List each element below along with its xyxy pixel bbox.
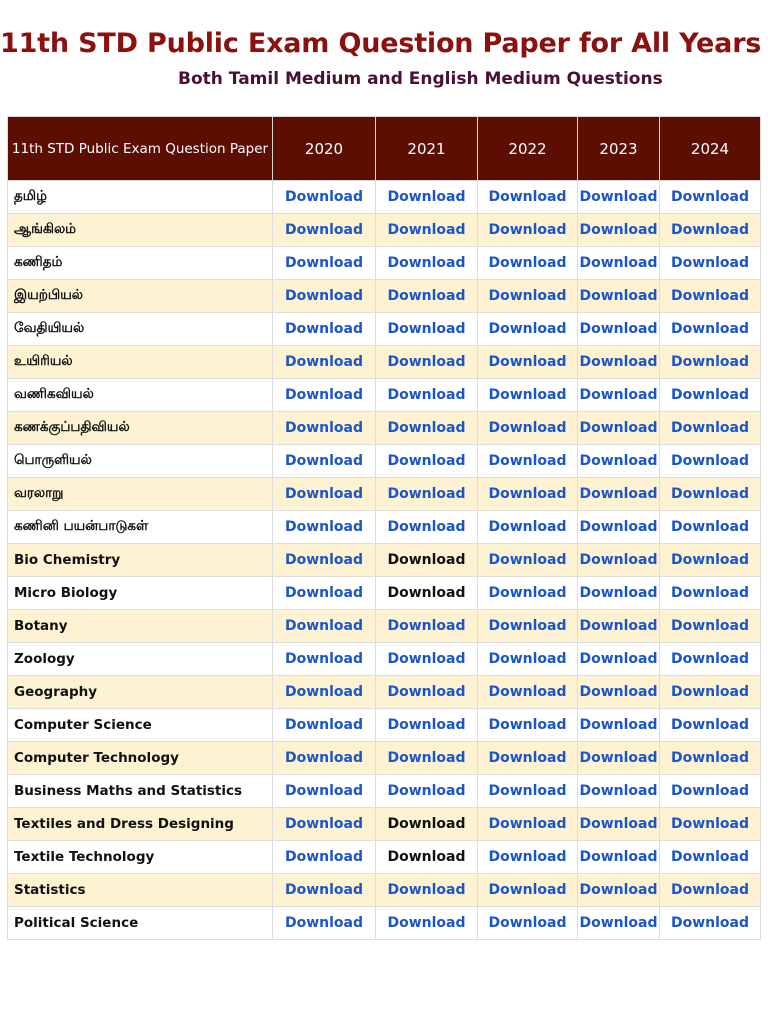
download-cell-2024 — [660, 676, 761, 709]
download-link-2023[interactable]: Download — [579, 816, 658, 832]
table-header-row — [8, 117, 761, 181]
download-cell-2023 — [578, 577, 660, 610]
download-link-2023[interactable]: Download — [579, 288, 658, 304]
download-link-2023[interactable]: Download — [579, 882, 658, 898]
download-link-2022[interactable]: Download — [488, 651, 567, 667]
download-link-2024[interactable]: Download — [670, 618, 750, 634]
download-link-2022[interactable]: Download — [488, 849, 567, 865]
download-cell-2023 — [578, 610, 660, 643]
download-link-2024[interactable]: Download — [670, 585, 750, 601]
page-subtitle: Both Tamil Medium and English Medium Questions — [178, 69, 663, 89]
download-cell-2023 — [578, 544, 660, 577]
download-cell-2023 — [578, 379, 660, 412]
download-link-2021[interactable]: Download — [387, 321, 466, 337]
subject-name: Micro Biology — [8, 577, 273, 610]
column-header-subject: 11th STD Public Exam Question Paper — [8, 117, 273, 181]
download-cell-2023 — [578, 775, 660, 808]
download-cell-2022 — [478, 775, 578, 808]
column-header-2020: 2020 — [273, 117, 376, 181]
download-cell-2020 — [273, 313, 376, 346]
download-link-2022[interactable]: Download — [488, 420, 567, 436]
download-link-2021[interactable]: Download — [387, 255, 466, 271]
download-link-2022[interactable]: Download — [488, 519, 567, 535]
download-link-2020[interactable]: Download — [284, 849, 364, 865]
download-cell-2020 — [273, 214, 376, 247]
download-cell-2020 — [273, 775, 376, 808]
download-link-2023[interactable]: Download — [579, 783, 658, 799]
table-row — [8, 511, 761, 544]
download-link-2020[interactable]: Download — [284, 222, 364, 238]
download-cell-2020 — [273, 346, 376, 379]
subject-name: கணினி பயன்பாடுகள் — [8, 511, 273, 544]
subject-name: Business Maths and Statistics — [8, 775, 273, 808]
subject-name: உயிரியல் — [8, 346, 273, 379]
page-title: 11th STD Public Exam Question Paper for All Years — [0, 28, 762, 59]
download-link-2020[interactable]: Download — [284, 618, 364, 634]
download-cell-2024 — [660, 412, 761, 445]
subject-name: கணிதம் — [8, 247, 273, 280]
download-cell-2024 — [660, 874, 761, 907]
download-link-2021[interactable]: Download — [387, 651, 466, 667]
download-cell-2023 — [578, 313, 660, 346]
table-row — [8, 577, 761, 610]
download-cell-2020 — [273, 643, 376, 676]
download-cell-2023 — [578, 412, 660, 445]
table-row — [8, 676, 761, 709]
download-cell-2020 — [273, 412, 376, 445]
subject-name: Statistics — [8, 874, 273, 907]
table-body — [8, 181, 761, 940]
download-link-2023[interactable]: Download — [579, 618, 658, 634]
download-link-2021[interactable]: Download — [387, 189, 466, 205]
column-header-2024: 2024 — [660, 117, 761, 181]
download-cell-2020 — [273, 379, 376, 412]
download-cell-2022 — [478, 808, 578, 841]
download-link-2022[interactable]: Download — [488, 783, 567, 799]
download-cell-2021 — [376, 412, 478, 445]
download-cell-2024 — [660, 610, 761, 643]
download-cell-2024 — [660, 808, 761, 841]
download-cell-2021 — [376, 445, 478, 478]
download-link-2024[interactable]: Download — [670, 684, 750, 700]
download-cell-2022 — [478, 346, 578, 379]
download-link-2023[interactable]: Download — [579, 321, 658, 337]
download-cell-2023 — [578, 247, 660, 280]
subject-name: இயற்பியல் — [8, 280, 273, 313]
download-link-2021[interactable]: Download — [387, 585, 466, 601]
download-cell-2024 — [660, 742, 761, 775]
download-cell-2021 — [376, 643, 478, 676]
table-row — [8, 181, 761, 214]
download-cell-2022 — [478, 214, 578, 247]
download-link-2020[interactable]: Download — [284, 750, 364, 766]
download-link-2020[interactable]: Download — [284, 486, 364, 502]
download-cell-2023 — [578, 874, 660, 907]
download-cell-2024 — [660, 907, 761, 940]
download-link-2022[interactable]: Download — [488, 882, 567, 898]
download-link-2022[interactable]: Download — [488, 684, 567, 700]
download-cell-2022 — [478, 544, 578, 577]
download-cell-2022 — [478, 478, 578, 511]
download-cell-2022 — [478, 412, 578, 445]
column-header-2021: 2021 — [376, 117, 478, 181]
download-link-2023[interactable]: Download — [579, 189, 658, 205]
download-cell-2021 — [376, 907, 478, 940]
download-cell-2020 — [273, 709, 376, 742]
download-cell-2023 — [578, 643, 660, 676]
subject-name: Political Science — [8, 907, 273, 940]
download-link-2021[interactable]: Download — [387, 453, 466, 469]
download-link-2022[interactable]: Download — [488, 288, 567, 304]
download-cell-2021 — [376, 247, 478, 280]
download-link-2024[interactable]: Download — [670, 519, 750, 535]
download-link-2021[interactable]: Download — [387, 717, 466, 733]
question-paper-table — [7, 116, 761, 940]
download-link-2024[interactable]: Download — [670, 915, 750, 931]
download-cell-2024 — [660, 214, 761, 247]
download-link-2023[interactable]: Download — [579, 255, 658, 271]
table-row — [8, 544, 761, 577]
download-link-2020[interactable]: Download — [284, 189, 364, 205]
subject-name: ஆங்கிலம் — [8, 214, 273, 247]
download-cell-2020 — [273, 874, 376, 907]
download-cell-2021 — [376, 346, 478, 379]
download-link-2020[interactable]: Download — [284, 684, 364, 700]
download-link-2020[interactable]: Download — [284, 453, 364, 469]
download-cell-2020 — [273, 841, 376, 874]
download-link-2020[interactable]: Download — [284, 816, 364, 832]
download-cell-2024 — [660, 511, 761, 544]
download-link-2022[interactable]: Download — [488, 255, 567, 271]
download-link-2024[interactable]: Download — [670, 882, 750, 898]
download-link-2021[interactable]: Download — [387, 354, 466, 370]
table-row — [8, 214, 761, 247]
download-cell-2022 — [478, 742, 578, 775]
subject-name: Computer Technology — [8, 742, 273, 775]
download-cell-2021 — [376, 478, 478, 511]
download-link-2021[interactable]: Download — [387, 552, 466, 568]
download-cell-2022 — [478, 280, 578, 313]
download-cell-2021 — [376, 808, 478, 841]
download-link-2022[interactable]: Download — [488, 915, 567, 931]
download-link-2024[interactable]: Download — [670, 552, 750, 568]
download-cell-2023 — [578, 742, 660, 775]
column-header-2023: 2023 — [578, 117, 660, 181]
download-cell-2021 — [376, 313, 478, 346]
subject-name: வணிகவியல் — [8, 379, 273, 412]
download-cell-2021 — [376, 379, 478, 412]
table-row — [8, 775, 761, 808]
subject-name: Geography — [8, 676, 273, 709]
subject-name: பொருளியல் — [8, 445, 273, 478]
download-link-2020[interactable]: Download — [284, 651, 364, 667]
download-link-2024[interactable]: Download — [670, 849, 750, 865]
download-link-2021[interactable]: Download — [387, 222, 466, 238]
table-row — [8, 445, 761, 478]
download-cell-2020 — [273, 610, 376, 643]
download-cell-2024 — [660, 577, 761, 610]
download-cell-2024 — [660, 181, 761, 214]
download-link-2023[interactable]: Download — [579, 750, 658, 766]
subject-name: Zoology — [8, 643, 273, 676]
download-cell-2024 — [660, 709, 761, 742]
download-link-2022[interactable]: Download — [488, 387, 567, 403]
download-cell-2024 — [660, 775, 761, 808]
download-cell-2020 — [273, 181, 376, 214]
download-link-2020[interactable]: Download — [284, 585, 364, 601]
table-row — [8, 313, 761, 346]
download-cell-2024 — [660, 346, 761, 379]
table-row — [8, 841, 761, 874]
download-link-2022[interactable]: Download — [488, 618, 567, 634]
download-cell-2021 — [376, 742, 478, 775]
download-cell-2021 — [376, 511, 478, 544]
download-cell-2021 — [376, 874, 478, 907]
download-cell-2021 — [376, 676, 478, 709]
download-link-2022[interactable]: Download — [488, 486, 567, 502]
download-cell-2022 — [478, 874, 578, 907]
download-cell-2021 — [376, 709, 478, 742]
download-cell-2020 — [273, 445, 376, 478]
download-cell-2020 — [273, 544, 376, 577]
download-link-2022[interactable]: Download — [488, 453, 567, 469]
download-link-2021[interactable]: Download — [387, 486, 466, 502]
download-link-2023[interactable]: Download — [579, 519, 658, 535]
download-link-2020[interactable]: Download — [284, 420, 364, 436]
download-link-2024[interactable]: Download — [670, 222, 750, 238]
subject-name: தமிழ் — [8, 181, 273, 214]
download-cell-2024 — [660, 643, 761, 676]
subject-name: Botany — [8, 610, 273, 643]
column-header-2022: 2022 — [478, 117, 578, 181]
download-link-2024[interactable]: Download — [670, 651, 750, 667]
download-cell-2022 — [478, 577, 578, 610]
download-cell-2023 — [578, 346, 660, 379]
subject-name: Textiles and Dress Designing — [8, 808, 273, 841]
download-link-2021[interactable]: Download — [387, 915, 466, 931]
download-link-2023[interactable]: Download — [579, 684, 658, 700]
download-cell-2022 — [478, 445, 578, 478]
download-cell-2021 — [376, 181, 478, 214]
download-cell-2020 — [273, 676, 376, 709]
download-link-2024[interactable]: Download — [670, 189, 750, 205]
download-cell-2020 — [273, 742, 376, 775]
download-link-2022[interactable]: Download — [488, 552, 567, 568]
download-cell-2021 — [376, 775, 478, 808]
table-row — [8, 907, 761, 940]
download-cell-2023 — [578, 841, 660, 874]
download-link-2024[interactable]: Download — [670, 717, 750, 733]
download-cell-2021 — [376, 280, 478, 313]
download-link-2024[interactable]: Download — [670, 453, 750, 469]
download-link-2020[interactable]: Download — [284, 387, 364, 403]
download-link-2023[interactable]: Download — [579, 849, 658, 865]
download-cell-2024 — [660, 247, 761, 280]
download-link-2020[interactable]: Download — [284, 882, 364, 898]
download-link-2023[interactable]: Download — [579, 552, 658, 568]
download-link-2022[interactable]: Download — [488, 816, 567, 832]
download-cell-2023 — [578, 808, 660, 841]
table-row — [8, 709, 761, 742]
download-link-2022[interactable]: Download — [488, 750, 567, 766]
download-link-2020[interactable]: Download — [284, 915, 364, 931]
download-cell-2024 — [660, 544, 761, 577]
download-link-2020[interactable]: Download — [284, 783, 364, 799]
download-link-2020[interactable]: Download — [284, 255, 364, 271]
download-link-2023[interactable]: Download — [579, 915, 658, 931]
download-cell-2023 — [578, 445, 660, 478]
download-link-2023[interactable]: Download — [579, 354, 658, 370]
download-cell-2022 — [478, 643, 578, 676]
download-link-2023[interactable]: Download — [579, 453, 658, 469]
download-cell-2020 — [273, 511, 376, 544]
download-link-2020[interactable]: Download — [284, 288, 364, 304]
download-link-2021[interactable]: Download — [387, 849, 466, 865]
download-link-2021[interactable]: Download — [387, 420, 466, 436]
download-cell-2024 — [660, 478, 761, 511]
table-row — [8, 280, 761, 313]
download-cell-2023 — [578, 181, 660, 214]
download-cell-2020 — [273, 280, 376, 313]
download-cell-2022 — [478, 610, 578, 643]
download-link-2021[interactable]: Download — [387, 684, 466, 700]
download-link-2020[interactable]: Download — [284, 321, 364, 337]
table-row — [8, 478, 761, 511]
download-link-2020[interactable]: Download — [284, 354, 364, 370]
download-link-2021[interactable]: Download — [387, 519, 466, 535]
download-link-2024[interactable]: Download — [670, 354, 750, 370]
download-link-2023[interactable]: Download — [579, 486, 658, 502]
download-link-2024[interactable]: Download — [670, 255, 750, 271]
download-link-2023[interactable]: Download — [579, 420, 658, 436]
download-link-2023[interactable]: Download — [579, 651, 658, 667]
download-cell-2024 — [660, 379, 761, 412]
download-link-2021[interactable]: Download — [387, 783, 466, 799]
download-link-2022[interactable]: Download — [488, 354, 567, 370]
download-cell-2022 — [478, 676, 578, 709]
subject-name: Bio Chemistry — [8, 544, 273, 577]
download-cell-2020 — [273, 478, 376, 511]
download-cell-2023 — [578, 511, 660, 544]
subject-name: வரலாறு — [8, 478, 273, 511]
download-link-2024[interactable]: Download — [670, 288, 750, 304]
download-cell-2023 — [578, 907, 660, 940]
table-row — [8, 643, 761, 676]
table-row — [8, 808, 761, 841]
download-cell-2023 — [578, 214, 660, 247]
download-link-2024[interactable]: Download — [670, 486, 750, 502]
subject-name: Computer Science — [8, 709, 273, 742]
download-cell-2024 — [660, 841, 761, 874]
table-row — [8, 874, 761, 907]
download-cell-2023 — [578, 709, 660, 742]
download-cell-2021 — [376, 610, 478, 643]
download-link-2022[interactable]: Download — [488, 222, 567, 238]
download-link-2024[interactable]: Download — [670, 816, 750, 832]
table-row — [8, 412, 761, 445]
download-link-2022[interactable]: Download — [488, 189, 567, 205]
download-link-2021[interactable]: Download — [387, 618, 466, 634]
download-cell-2024 — [660, 280, 761, 313]
table-row — [8, 247, 761, 280]
download-cell-2023 — [578, 280, 660, 313]
download-link-2020[interactable]: Download — [284, 717, 364, 733]
download-cell-2022 — [478, 841, 578, 874]
download-link-2022[interactable]: Download — [488, 717, 567, 733]
download-cell-2022 — [478, 181, 578, 214]
download-link-2023[interactable]: Download — [579, 387, 658, 403]
download-link-2024[interactable]: Download — [670, 420, 750, 436]
download-cell-2020 — [273, 577, 376, 610]
subject-name: வேதியியல் — [8, 313, 273, 346]
download-cell-2022 — [478, 379, 578, 412]
download-link-2020[interactable]: Download — [284, 519, 364, 535]
download-cell-2024 — [660, 313, 761, 346]
table-row — [8, 346, 761, 379]
download-cell-2022 — [478, 247, 578, 280]
download-link-2024[interactable]: Download — [670, 387, 750, 403]
table-row — [8, 742, 761, 775]
download-cell-2020 — [273, 808, 376, 841]
download-link-2023[interactable]: Download — [579, 717, 658, 733]
download-link-2023[interactable]: Download — [579, 585, 658, 601]
download-link-2024[interactable]: Download — [670, 750, 750, 766]
download-cell-2021 — [376, 214, 478, 247]
download-cell-2021 — [376, 544, 478, 577]
table-row — [8, 610, 761, 643]
download-cell-2020 — [273, 907, 376, 940]
download-link-2023[interactable]: Download — [579, 222, 658, 238]
download-link-2024[interactable]: Download — [670, 783, 750, 799]
download-link-2021[interactable]: Download — [387, 750, 466, 766]
download-cell-2022 — [478, 907, 578, 940]
download-link-2022[interactable]: Download — [488, 321, 567, 337]
download-cell-2021 — [376, 577, 478, 610]
download-cell-2023 — [578, 676, 660, 709]
subject-name: கணக்குப்பதிவியல் — [8, 412, 273, 445]
download-link-2021[interactable]: Download — [387, 816, 466, 832]
download-link-2024[interactable]: Download — [670, 321, 750, 337]
download-cell-2022 — [478, 709, 578, 742]
download-link-2021[interactable]: Download — [387, 288, 466, 304]
download-link-2021[interactable]: Download — [387, 387, 466, 403]
download-cell-2022 — [478, 313, 578, 346]
download-link-2022[interactable]: Download — [488, 585, 567, 601]
download-link-2020[interactable]: Download — [284, 552, 364, 568]
download-cell-2024 — [660, 445, 761, 478]
download-link-2021[interactable]: Download — [387, 882, 466, 898]
download-cell-2022 — [478, 511, 578, 544]
download-cell-2021 — [376, 841, 478, 874]
download-cell-2023 — [578, 478, 660, 511]
download-cell-2020 — [273, 247, 376, 280]
table-row — [8, 379, 761, 412]
subject-name: Textile Technology — [8, 841, 273, 874]
